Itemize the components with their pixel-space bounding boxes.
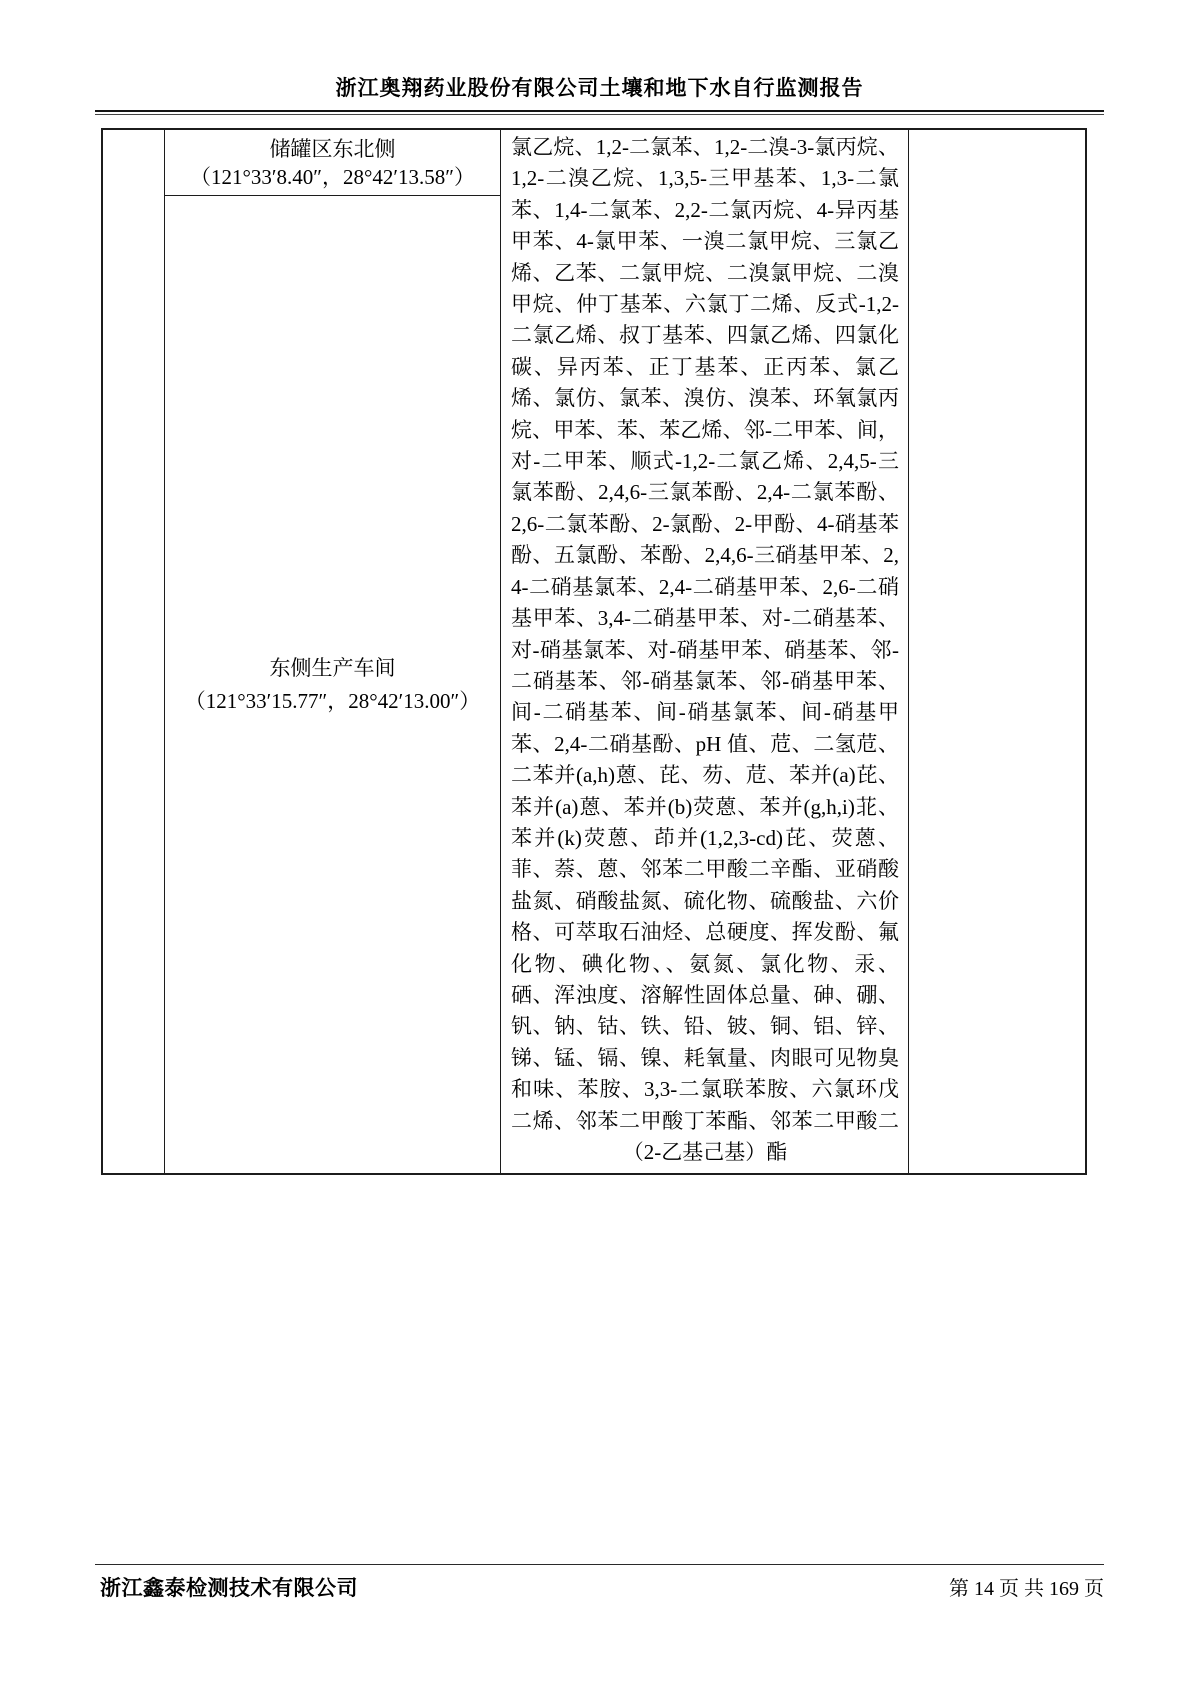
table-parameters-cell <box>501 130 909 1173</box>
location-name: 储罐区东北侧 <box>269 137 396 161</box>
table-empty-column-cell <box>909 130 1085 1173</box>
table-index-column-cell <box>103 130 165 1173</box>
footer-page-number: 第 14 页 共 169 页 <box>949 1578 1104 1600</box>
location-coordinates: （121°33′8.40″，28°42′13.58″） <box>190 165 475 189</box>
location-coordinates: （121°33′15.77″，28°42′13.00″） <box>184 688 481 713</box>
footer-divider <box>95 1564 1104 1565</box>
location-cell-east-workshop <box>165 196 500 1173</box>
page-header-title: 浙江奥翔药业股份有限公司土壤和地下水自行监测报告 <box>335 76 864 100</box>
monitoring-parameters-list: 氯乙烷、1,2-二氯苯、1,2-二溴-3-氯丙烷、1,2-二溴乙烷、1,3,5-三甲基苯、1,3-二氯苯、1,4-二氯苯、2,2-二氯丙烷、4-异丙基甲苯、4-氯甲苯、一溴二氯甲烷、三氯乙烯、乙苯、二氯甲烷、二溴氯甲烷、二溴甲烷、仲丁基苯、六氯丁二烯、反式-1,2-二氯乙烯、叔丁基苯、四氯乙烯、四氯化碳、异丙苯、正丁基苯、正丙苯、氯乙烯、氯仿、氯苯、溴仿、溴苯、环氧氯丙烷、甲苯、苯、苯乙烯、邻-二甲苯、间，对-二甲苯、顺式-1,2-二氯乙烯、2,4,5-三氯苯酚、2,4,6-三氯苯酚、2,4-二氯苯酚、2,6-二氯苯酚、2-氯酚、2-甲酚、4-硝基苯酚、五氯酚、苯酚、2,4,6-三硝基甲苯、2,4-二硝基氯苯、2,4-二硝基甲苯、2,6-二硝基甲苯、3,4-二硝基甲苯、对-二硝基苯、对-硝基氯苯、对-硝基甲苯、硝基苯、邻-二硝基苯、邻-硝基氯苯、邻-硝基甲苯、间-二硝基苯、间-硝基氯苯、间-硝基甲苯、2,4-二硝基酚、pH 值、苊、二氢苊、二苯并(a,h)蒽、芘、芴、苊、苯并(a)芘、苯并(a)蒽、苯并(b)荧蒽、苯并(g,h,i)苝、苯并(k)荧蒽、茚并(1,2,3-cd)芘、荧蒽、菲、萘、蒽、邻苯二甲酸二辛酯、亚硝酸盐氮、硝酸盐氮、硫化物、硫酸盐、六价格、可萃取石油烃、总硬度、挥发酚、氟化物、碘化物、、氨氮、氯化物、汞、硒、浑浊度、溶解性固体总量、砷、硼、钒、钠、钴、铁、铅、铍、铜、铝、锌、锑、锰、镉、镍、耗氧量、肉眼可见物臭和味、苯胺、3,3-二氯联苯胺、六氯环戊二烯、邻苯二甲酸丁苯酯、邻苯二甲酸二（2-乙基己基）酯 <box>511 135 899 1164</box>
header-divider <box>95 110 1104 115</box>
monitoring-points-table <box>101 128 1087 1175</box>
location-cell-tank-area <box>165 130 500 196</box>
location-name: 东侧生产车间 <box>269 655 396 680</box>
table-location-column <box>165 130 501 1173</box>
footer-company-name: 浙江鑫泰检测技术有限公司 <box>100 1576 358 1600</box>
